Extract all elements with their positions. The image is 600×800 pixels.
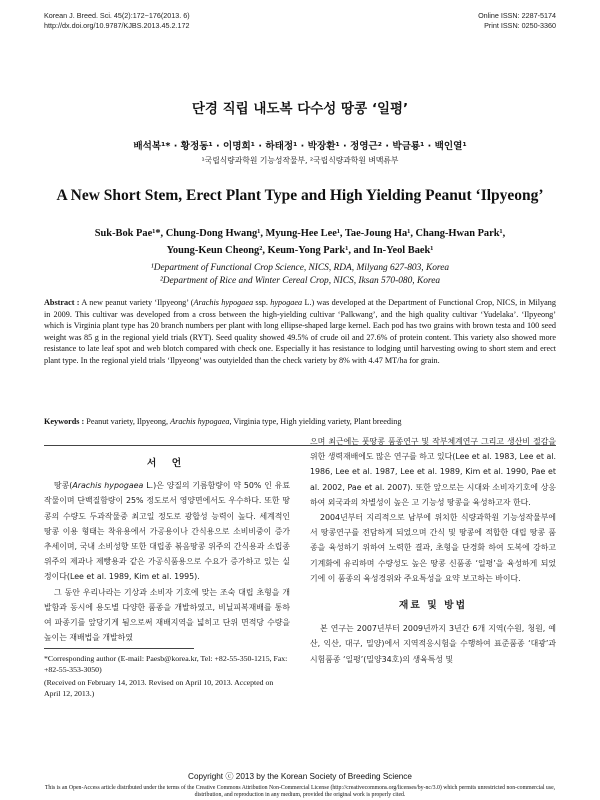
left-column (44, 456, 290, 645)
right-column (310, 434, 556, 667)
keywords-label: Keywords : (44, 417, 85, 426)
keywords (44, 417, 556, 426)
copyright: Copyright ⓒ 2013 by the Korean Society of Breeding Science (188, 772, 412, 781)
abstract-scientific-name: hypogaea (270, 298, 303, 307)
received-dates: (Received on February 14, 2013. Revised on April 10, 2013. Accepted on April 12, 2013.) (44, 678, 274, 698)
intro-text: L.)은 양질의 기름함량이 약 50% 인 유료작물이며 단백질함량이 25% 정도로서 영양면에서도 우수하다. 또한 땅콩의 수량도 두과작물중 최고일 정도로 광합성 능력이 높다. 세계적인 땅콩 이용 형태는 착유용에서 가공용이나 간식용으로 소비비중이 증가추세이며, 국내 소비성향 또한 대립종 볶음땅콩 위주의 간식용과 소립종 위주의 제과나 제빵용과 같은 가공식품용으로 수요가 증가하고 있는 실정이다(Lee et al. 1989, Kim et al. 1995). (44, 481, 291, 582)
abstract-text: A new peanut variety ‘Ilpyeong’ ( (81, 298, 194, 307)
footnote-rule (44, 648, 194, 649)
abstract-text: L.) was developed at the Department of Functional Crop, NICS, in Milyang in 2009. This cultivar was developed from a cross between the high-yielding cultivar ‘Palkwang’, and the high quality cultivar ‘Yudelaka’. ‘Ilpyeong’ which is Virginia plant type has 20 branch numbers per plant with long ellipse-shaped large kernel. Each pod has two grains with brown testa and 100 seed weight was 85 g in the regional yield trials (RYT). Seed quality showed 49.5% of crude oil and 27.6% of protein content. This variety also showed more resistance to late leaf spot and web blotch compared with check one. Especially it has resistance to lodging until harvesting owing to short stem and erect plant type. In the regional yield trials ‘Ilpyeong’ was outyielded than the check variety by 8% with 4.47 MT/ha for grain. (44, 298, 556, 365)
abstract-label: Abstract : (44, 298, 80, 307)
intro-paragraph-1 (44, 478, 290, 584)
korean-affiliation: ¹국립식량과학원 기능성작물부, ²국립식량과학원 벼맥류부 (201, 156, 399, 165)
intro-text: 땅콩( (54, 481, 73, 491)
korean-title: 단경 직립 내도복 다수성 땅콩 ‘일평’ (191, 101, 409, 117)
english-authors (60, 225, 540, 259)
intro-paragraph-2: 그 동안 우리나라는 기상과 소비자 기호에 맞는 조숙 대립 초형을 개발함과 동시에 용도별 다양한 품종을 개발하였고, 비닐피복재배를 통하여 파종기를 앞당기게 됨으로써 재배지역을 넓히고 단위 면적당 수량을 높이는 재배법을 개발하였 (44, 587, 290, 643)
journal-citation: Korean J. Breed. Sci. 45(2):172~176(2013. 6) (44, 11, 190, 20)
corresponding-author: *Corresponding author (E-mail: Paesb@korea.kr, Tel: +82-55-350-1215, Fax: +82-55-353-3050) (44, 654, 288, 674)
abstract (44, 297, 556, 367)
english-affiliations (0, 262, 600, 287)
print-issn: Print ISSN: 0250-3360 (484, 20, 556, 30)
intro-paragraph-4: 2004년부터 지리적으로 남부에 위치한 식량과학원 기능성작물부에서 땅콩연구를 전담하게 되었으며 간식 및 땅콩에 적합한 대립 땅콩 품종을 육성하기 위하여 노력한 결과, 초형을 단경화 하여 도복에 강하고 기계화에 유리하며 수량성도 높은 땅콩 신품종 ‘일평’을 육성하게 되었기에 이 품종의 육성경위와 주요특성을 요약 보고하는 바이다. (310, 513, 556, 583)
footnote (44, 648, 290, 699)
abstract-scientific-name: Arachis hypogaea (193, 298, 254, 307)
methods-paragraph-1: 본 연구는 2007년부터 2009년까지 3년간 6개 지역(수원, 청원, 예산, 익산, 대구, 밀양)에서 지역적응시험을 수행하여 표준품종 ‘대광’과 시험품종 ‘일평’(밀양34호)의 생육특성 및 (310, 624, 556, 664)
authors-line-1: Suk-Bok Pae¹*, Chung-Dong Hwang¹, Myung-Hee Lee¹, Tae-Joung Ha¹, Chang-Hwan Park¹, (94, 228, 506, 239)
introduction-heading: 서 언 (146, 458, 188, 469)
keywords-scientific-name: Arachis hypogaea (170, 417, 230, 426)
korean-authors: 배석복¹* · 황정동¹ · 이명희¹ · 하태정¹ · 박장환¹ · 정영근² · 박금룡¹ · 백인열¹ (133, 141, 467, 152)
keywords-text: Peanut variety, Ilpyeong, (84, 417, 171, 426)
methods-heading: 재료 및 방법 (398, 600, 468, 612)
keywords-text: , Virginia type, High yielding variety, Plant breeding (229, 417, 402, 426)
online-issn: Online ISSN: 2287-5174 (478, 11, 556, 20)
license-text: This is an Open-Access article distributed under the terms of the Creative Commons Attribution Non-Commercial License (http://creativecommons.org/licenses/by-nc/3.0) which permits unrestricted non-commercial use, distribution, and reproduction in any medium, provided the original work is properly cited. (44, 785, 556, 798)
affiliation-1: ¹Department of Functional Crop Science, NICS, RDA, Milyang 627-803, Korea (150, 263, 450, 273)
intro-paragraph-3: 으며 최근에는 풋땅콩 품종연구 및 작부체계연구 그리고 생산비 절감을 위한 생력재배에도 많은 연구를 하고 있다(Lee et al. 1983, Lee et al. 1986, Lee et al. 1987, Lee et al. 1989, Kim et al. 1990, Pae et al. 2002, Pae et al. 2007). 또한 앞으로는 시대와 소비자기호에 상응하여 외국과의 차별성이 높은 고 기능성 땅콩을 육성하고자 한다. (310, 437, 556, 507)
abstract-text: ssp. (253, 298, 271, 307)
doi-link[interactable]: http://dx.doi.org/10.9787/KJBS.2013.45.2.172 (44, 20, 190, 30)
affiliation-2: ²Department of Rice and Winter Cereal Crop, NICS, Iksan 570-080, Korea (159, 275, 441, 286)
intro-scientific-name: Arachis hypogaea (72, 481, 144, 491)
authors-line-2: Young-Keun Cheong², Keum-Yong Park¹, and In-Yeol Baek¹ (166, 245, 434, 256)
english-title: A New Short Stem, Erect Plant Type and High Yielding Peanut ‘Ilpyeong’ (56, 187, 544, 204)
